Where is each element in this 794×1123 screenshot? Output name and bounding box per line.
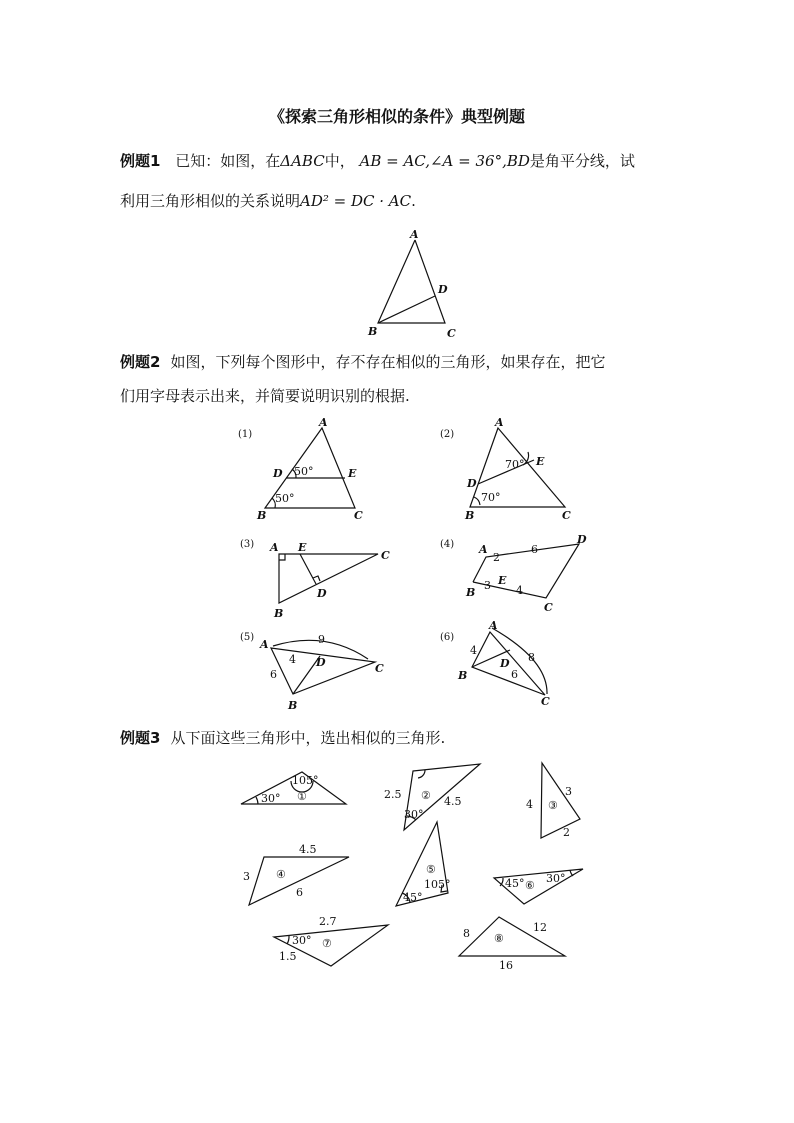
fig6-len-8: 8 [528,651,535,664]
tri-7-side-2.7: 2.7 [319,915,337,928]
fig3-label-A: A [270,541,279,554]
ex1-label-C: C [447,327,456,340]
ex2-line2: 们用字母表示出来，并简要说明识别的根据. [120,387,410,405]
fig2-label-C: C [562,509,571,522]
tri-1-id: ① [297,790,307,803]
fig5-len-6: 6 [270,668,277,681]
fig2-label-A: A [495,416,504,429]
fig1-label-C: C [354,509,363,522]
fig1-label-E: E [348,467,357,480]
fig6-label-A: A [489,619,498,632]
tri-8-side-12: 12 [533,921,547,934]
fig4-len-3: 3 [484,579,491,592]
page-title: 《探索三角形相似的条件》典型例题 [268,107,525,126]
fig3-number: (3) [240,539,255,550]
fig4-number: (4) [440,539,455,550]
ex2-line1: 例题2 如图，下列每个图形中，存不存在相似的三角形，如果存在，把它 [120,353,606,371]
tri-7-id: ⑦ [322,937,332,950]
fig3-label-B: B [274,607,284,620]
fig6-label-B: B [458,669,468,682]
tri-2-angle-30: 30° [404,808,424,821]
fig2-label-E: E [536,455,545,468]
ex2-label: 例题2 [120,353,161,371]
fig6-len-6: 6 [511,668,518,681]
fig6-len-4: 4 [470,644,477,657]
fig2-number: (2) [440,429,455,440]
tri-8-id: ⑧ [494,932,504,945]
tri-8-side-8: 8 [463,927,470,940]
tri-7-side-1.5: 1.5 [279,950,297,963]
fig1-label-B: B [257,509,267,522]
tri-8 [459,917,565,956]
tri-6-angle-30: 30° [546,872,566,885]
tri-5-angle-45: 45° [403,891,423,904]
fig4-len-6: 6 [531,543,538,556]
fig6-label-C: C [541,695,550,708]
fig5-number: (5) [240,632,255,643]
fig2-label-B: B [465,509,475,522]
tri-1-angle-30: 30° [261,792,281,805]
tri-8-side-16: 16 [499,959,513,972]
tri-4-side-3: 3 [243,870,250,883]
fig4-label-E: E [498,574,507,587]
tri-6-angle-45: 45° [505,877,525,890]
fig5-len-4: 4 [289,653,296,666]
ex3-label: 例题3 [120,729,161,747]
fig1-label-D: D [273,467,283,480]
fig4-len-4: 4 [516,584,523,597]
fig4-label-C: C [544,601,553,614]
tri-4-side-4.5: 4.5 [299,843,317,856]
fig3-label-E: E [298,541,307,554]
tri-1-angle-105: 105° [292,774,319,787]
ex1-figure [378,240,445,323]
fig5-label-A: A [260,638,269,651]
fig5-len-9: 9 [318,633,325,646]
fig4-label-A: A [479,543,488,556]
fig4-label-D: D [577,533,587,546]
ex1-label: 例题1 [120,152,161,170]
ex1-line1: 例题1 已知：如图，在ΔABC中， AB = AC,∠A = 36°,BD是角平分线，试 [120,152,635,170]
fig2-angle-2: 70° [481,491,501,504]
fig6-label-D: D [500,657,510,670]
fig3-label-D: D [317,587,327,600]
tri-3-id: ③ [548,799,558,812]
fig1-angle-1: 50° [294,465,314,478]
tri-3-side-4: 4 [526,798,533,811]
fig5-label-C: C [375,662,384,675]
tri-5-angle-105: 105° [424,878,451,891]
tri-3-side-2: 2 [563,826,570,839]
fig4-label-B: B [466,586,476,599]
ex1-label-B: B [368,325,378,338]
ex1-label-D: D [438,283,448,296]
ex3-line1: 例题3 从下面这些三角形中，选出相似的三角形. [120,729,446,747]
tri-2-id: ② [421,789,431,802]
tri-2-side-2.5: 2.5 [384,788,402,801]
tri-5-id: ⑤ [426,863,436,876]
fig1-label-A: A [319,416,328,429]
ex2-fig3 [279,554,378,603]
ex1-label-A: A [410,228,419,241]
fig1-angle-2: 50° [275,492,295,505]
fig1-number: (1) [238,429,253,440]
tri-4-side-6: 6 [296,886,303,899]
fig3-label-C: C [381,549,390,562]
fig5-label-D: D [316,656,326,669]
fig2-label-D: D [467,477,477,490]
fig6-number: (6) [440,632,455,643]
ex1-line2: 利用三角形相似的关系说明AD² = DC · AC. [120,192,416,210]
tri-3-side-3: 3 [565,785,572,798]
tri-4-id: ④ [276,868,286,881]
tri-2-side-4.5: 4.5 [444,795,462,808]
tri-3 [541,763,580,838]
tri-6-id: ⑥ [525,879,535,892]
fig5-label-B: B [288,699,298,712]
tri-7-angle-30: 30° [292,934,312,947]
fig4-len-2: 2 [493,551,500,564]
fig2-angle-1: 70° [505,458,525,471]
